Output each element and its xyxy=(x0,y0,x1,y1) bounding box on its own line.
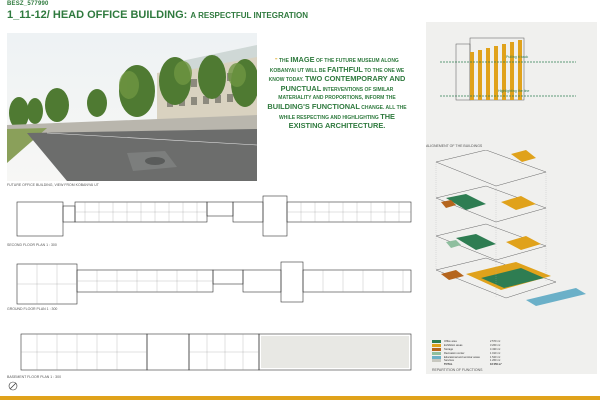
legend-value: 1 520 m² xyxy=(490,355,501,359)
quote-text-5: CHANGE. ALL THE WHILE RESPECTING AND HIGHLIGHTING xyxy=(278,104,407,121)
legend-swatch xyxy=(432,348,441,351)
quote-text-2: OF THE FUTURE MUSEUM ALONG KOBANYAI UT WILL BE xyxy=(269,58,399,74)
legend-value: 3 260 m² xyxy=(490,344,501,348)
street-rendering xyxy=(7,33,257,181)
title-subtitle: A RESPECTFUL INTEGRATION xyxy=(190,11,309,20)
program-caption: REPARTITION OF FUNCTIONS xyxy=(432,368,483,372)
title-main: 1_11-12/ HEAD OFFICE BUILDING: xyxy=(7,9,188,21)
legend-swatch xyxy=(432,356,441,359)
ground-floor-plan xyxy=(7,256,419,306)
intro-quote xyxy=(266,56,408,132)
page-title xyxy=(7,9,308,21)
quote-emph-3: TWO CONTEMPORARY AND PUNCTUAL xyxy=(280,74,406,93)
legend-swatch xyxy=(432,352,441,355)
quote-emph-1: IMAGE xyxy=(290,55,315,64)
legend-label: Office area xyxy=(444,340,457,344)
legend-swatch xyxy=(432,344,441,347)
photo-caption: FUTURE OFFICE BUILDING, VIEW FROM KOBANYAI UT xyxy=(7,183,99,187)
legend-swatch xyxy=(432,359,441,362)
quote-emph-4: BUILDING'S FUNCTIONAL xyxy=(267,101,360,111)
alignment-diagram xyxy=(426,22,597,122)
basement-floor-plan xyxy=(7,328,419,374)
quote-emph-5: THE EXISTING ARCHITECTURE. xyxy=(288,111,395,131)
legend-label: Recreation center xyxy=(444,351,465,355)
north-arrow-icon xyxy=(8,378,18,388)
quote-text-1: THE xyxy=(278,58,289,64)
bottom-accent-bar xyxy=(0,396,600,400)
legend-label: Services xyxy=(444,359,454,363)
project-code: BESZ_577990 xyxy=(7,1,49,7)
ground-floor-drawing xyxy=(7,256,419,306)
function-legend xyxy=(432,340,502,367)
legend-value: 1 010 m² xyxy=(490,351,501,355)
analysis-panel xyxy=(426,22,597,374)
label-pulling-back: Pulling it back xyxy=(506,55,529,59)
legend-swatch xyxy=(432,340,441,343)
legend-total-label: TOTAL xyxy=(444,363,453,367)
legend-label: Educational and seminar areas xyxy=(444,355,480,359)
second-floor-drawing xyxy=(7,192,419,242)
plan1-caption: SECOND FLOOR PLAN 1 : 300 xyxy=(7,243,57,247)
legend-total-value: 16 050 m² xyxy=(490,363,502,367)
legend-label: Exhibition areas xyxy=(444,344,463,348)
legend-total xyxy=(432,363,502,367)
legend-value: 1 260 m² xyxy=(490,359,501,363)
rendering-image xyxy=(7,33,257,181)
plan2-caption: GROUND FLOOR PLAN 1 : 300 xyxy=(7,307,58,311)
legend-value: 2 570 m² xyxy=(490,340,501,344)
quote-mark: " xyxy=(275,58,278,64)
label-highlighting: Highlighting the line xyxy=(498,89,530,93)
quote-text-4: INTERVENTIONS OF SIMILAR MATERIALITY AND PROPORTIONS, INFORM THE xyxy=(278,86,396,102)
quote-text-3: TO THE ONE WE KNOW TODAY. xyxy=(268,67,405,84)
second-floor-plan xyxy=(7,192,419,242)
exploded-axonometry xyxy=(426,150,597,330)
plan3-caption: BASEMENT FLOOR PLAN 1 : 300 xyxy=(7,375,62,379)
legend-label: Storage xyxy=(444,347,454,351)
alignment-caption: ALIGNEMENT OF THE BUILDINGS xyxy=(426,144,483,148)
quote-emph-2: FAITHFUL xyxy=(327,64,363,74)
basement-floor-drawing xyxy=(7,328,419,374)
legend-value: 4 430 m² xyxy=(490,347,501,351)
